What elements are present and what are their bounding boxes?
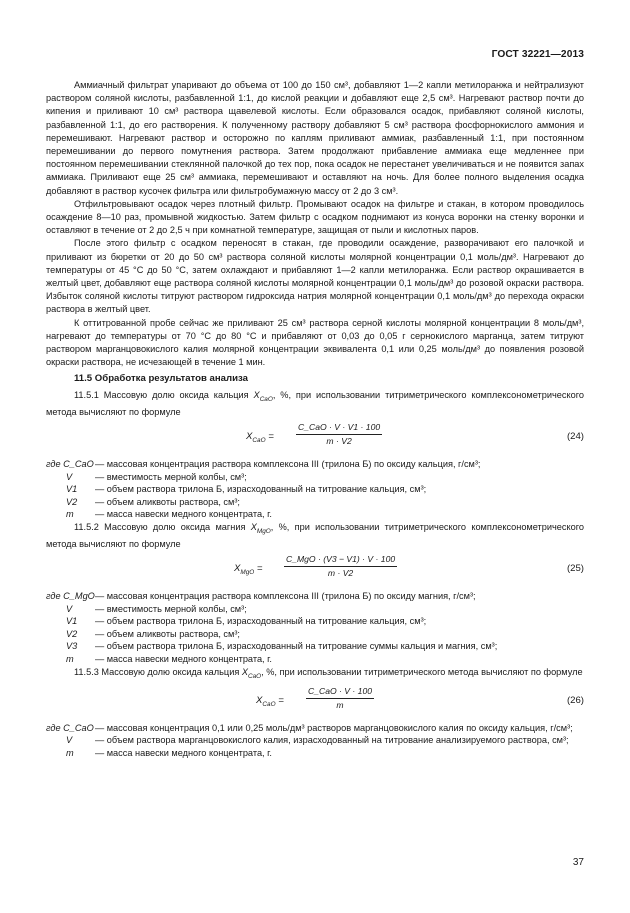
formula-24-lhs: $X_{CaO}$ = xyxy=(246,430,274,444)
definition-row: V — вместимость мерной колбы, см³; xyxy=(66,603,247,614)
definition-row: V — вместимость мерной колбы, см³; xyxy=(66,471,247,482)
clause-11-5-2-intro: 11.5.2 Массовую долю оксида магния $X_{MgO}$, %, при использовании титриметрического комплексонометрического метода вычисляют по формуле xyxy=(46,521,584,549)
definition-row: m — масса навески медного концентрата, г. xyxy=(66,747,272,758)
definitions-26 xyxy=(46,722,584,760)
formula-26-fraction: C_CaO · V · 100 m xyxy=(308,685,372,710)
definitions-24 xyxy=(46,458,584,521)
formula-24-fraction: C_CaO · V · V1 · 100 m · V2 xyxy=(298,421,381,446)
definition-row: V2 — объем аликвоты раствора, см³; xyxy=(66,628,240,639)
definition-row: V1 — объем раствора трилона Б, израсходованный на титрование кальция, см³; xyxy=(66,484,427,495)
definition-row: V2 — объем аликвоты раствора, см³; xyxy=(66,496,240,507)
clause-11-5-1-intro: 11.5.1 Массовую долю оксида кальция $X_{CaO}$, %, при использовании титриметрического комплексонометрического метода вычисляют по формуле xyxy=(46,389,584,417)
equation-number-26: (26) xyxy=(566,694,584,706)
formula-24 xyxy=(46,421,584,455)
definitions-25 xyxy=(46,590,584,666)
paragraph-filtrate: Аммиачный фильтрат упаривают до объема от 100 до 150 см³, добавляют 1—2 капли метилоранжа и нейтрализуют раствором соляной кислоты, разбавленной 1:1, до кислой реакции и добавляют еще 2,5 см³. Нагревают раствор почти до кипения и приливают 10 см³ раствора щавелевой кислоты. Если образовался осадок, прибавляют соляной кислоты, разбавленной 1:1, до его растворения. К полученному раствору добавляют 5 см³ раствора фосфорнокислого аммония и перемешивают. Нагревают раствор и осторожно по каплям приливают аммиак, разбавленный 1:1, при постоянном перемешивании до первого помутнения раствора. Затем продолжают прибавление аммиака еще медленнее при постоянном перемешивании стеклянной палочкой до тех пор, пока осадок не перестанет увеличиваться и не появится запах аммиака. Приливают еще 25 см³ аммиака, перемешивают и оставляют на ночь. Для более полного выделения осадка добавляют в раствор кусочек фильтра или фильтробумажную массу от 2 до 3 см³. xyxy=(46,80,584,196)
definition-row: где C_CaO — массовая концентрация 0,1 или 0,25 моль/дм³ растворов марганцовокислого калия по оксиду кальция, г/см³; xyxy=(46,722,573,733)
formula-25-fraction: C_MgO · (V3 − V1) · V · 100 m · V2 xyxy=(286,554,396,579)
definition-row: m — масса навески медного концентрата, г. xyxy=(66,509,272,520)
formula-26-lhs: $X_{CaO}$ = xyxy=(256,694,284,708)
formula-25 xyxy=(46,553,584,587)
definition-row: где C_MgO — массовая концентрация раствора комплексона III (трилона Б) по оксиду магния, г/см³; xyxy=(46,591,476,602)
paragraph-titration: К оттитрованной пробе сейчас же приливают 25 см³ раствора серной кислоты молярной концентрации 8 моль/дм³, нагревают до температуры от 70 °С до 80 °С и прибавляют от 0,03 до 0,05 г сернокислого марганца, затем титруют раствором марганцовокислого калия молярной концентрации эквивалента 0,1 или 0,25 моль/дм³ до появления розовой окраски раствора, не исчезающей в течение 1 мин. xyxy=(46,317,584,368)
definition-row: V1 — объем раствора трилона Б, израсходованный на титрование кальция, см³; xyxy=(66,616,427,627)
paragraph-dissolving: После этого фильтр с осадком переносят в стакан, где проводили осаждение, разворачивают его палочкой и приливают из бюретки от 20 до 50 см³ раствора соляной кислоты молярной концентрации 0,1 моль/дм³. Нагревают до температуры от 45 °С до 50 °С, затем охлаждают и прибавляют 1—2 капли метилоранжа. Если раствор окрашивается в желтый цвет, добавляют еще раствора соляной кислоты молярной концентрации 0,1 моль/дм³ до розовой окраски раствора. Избыток соляной кислоты титруют раствором гидроксида натрия молярной концентрации 0,1 моль/дм³ до перехода окраски раствора в желтый цвет. xyxy=(46,238,584,315)
clause-11-5-3-intro: 11.5.3 Массовую долю оксида кальция $X_{CaO}$, %, при использовании титриметрического метода вычисляют по формуле xyxy=(74,666,583,680)
section-title: 11.5 Обработка результатов анализа xyxy=(74,373,248,385)
paragraph-filtering: Отфильтровывают осадок через плотный фильтр. Промывают осадок на фильтре и стакан, в котором проводилось осаждение 8—10 раз, промывной жидкостью. Затем фильтр с осадком поднимают из конуса воронки на стенку воронки и оставляют в течение от 2 до 2,5 ч при комнатной температуре, защищая от пыли и кислотных паров. xyxy=(46,198,584,236)
formula-25-lhs: $X_{MgO}$ = xyxy=(234,563,263,577)
document-body xyxy=(46,79,584,759)
definition-row: m — масса навески медного концентрата, г. xyxy=(66,654,272,665)
formula-26 xyxy=(46,685,584,719)
definition-row: V — объем раствора марганцовокислого калия, израсходованный на титрование анализируемого раствора, см³; xyxy=(66,735,569,746)
definition-row: где C_CaO — массовая концентрация раствора комплексона III (трилона Б) по оксиду кальция, г/см³; xyxy=(46,458,481,469)
standard-header: ГОСТ 32221—2013 xyxy=(491,49,584,60)
page-number: 37 xyxy=(572,857,584,868)
equation-number-25: (25) xyxy=(566,563,584,575)
equation-number-24: (24) xyxy=(566,430,584,442)
definition-row: V3 — объем раствора трилона Б, израсходованный на титрование суммы кальция и магния, см³; xyxy=(66,641,498,652)
